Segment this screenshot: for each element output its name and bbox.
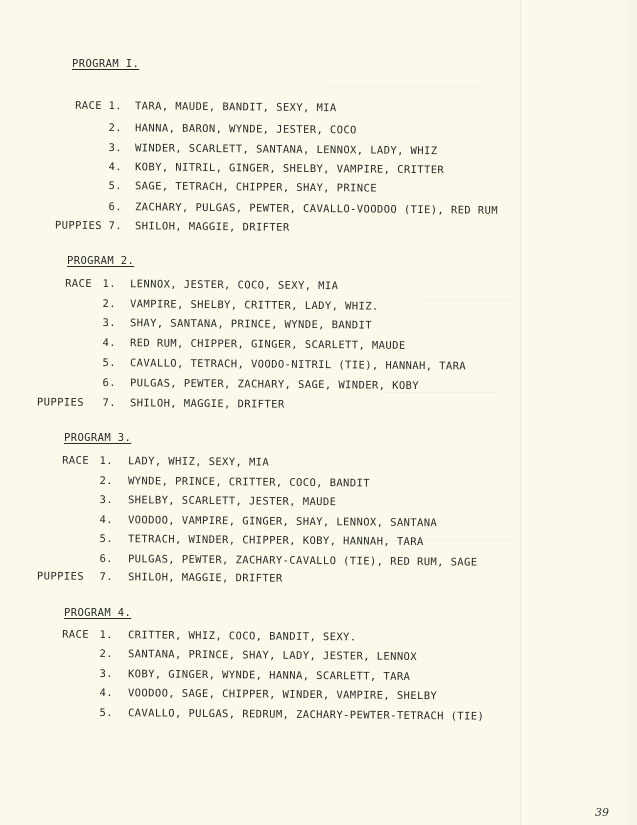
race-entrants: WINDER, SCARLETT, SANTANA, LENNOX, LADY, WHIZ [134,142,438,158]
race-entrants: VOODOO, VAMPIRE, GINGER, SHAY, LENNOX, SANTANA [127,514,438,530]
race-entrants: TARA, MAUDE, BANDIT, SEXY, MIA [134,100,337,115]
bleed-through-mark [420,300,510,301]
race-number: 5. [102,356,117,370]
race-label [40,118,102,119]
race-number: 5. [99,706,114,720]
program-title: PROGRAM I. [72,58,140,70]
race-entrants: KOBY, GINGER, WYNDE, HANNA, SCARLETT, TARA [127,668,411,683]
race-entrants: SAGE, TETRACH, CHIPPER, SHAY, PRINCE [134,180,378,195]
race-entrants: CRITTER, WHIZ, COCO, BANDIT, SEXY. [127,629,357,644]
race-entrants: SHILOH, MAGGIE, DRIFTER [129,397,285,411]
race-number: 2. [99,647,114,661]
race-number: 3. [99,493,114,507]
race-entrants: LENNOX, JESTER, COCO, SEXY, MIA [129,278,339,293]
race-label [30,333,92,334]
race-entrants: TETRACH, WINDER, CHIPPER, KOBY, HANNAH, TARA [127,533,424,549]
race-label [27,703,89,704]
race-label [27,471,89,472]
race-entrants: VAMPIRE, SHELBY, CRITTER, LADY, WHIZ. [129,298,379,313]
race-label: RACE [75,99,103,112]
race-label: PUPPIES [36,396,85,409]
race-entrants: PULGAS, PEWTER, ZACHARY, SAGE, WINDER, KOBY [129,377,420,393]
race-label [27,664,89,665]
race-number: 3. [108,142,123,155]
race-number: 2. [102,297,117,311]
race-label: RACE [62,454,90,467]
race-entrants: CAVALLO, PULGAS, REDRUM, ZACHARY-PEWTER-TETRACH (TIE) [127,707,485,723]
race-entrants: CAVALLO, TETRACH, VOODO-NITRIL (TIE), HANNAH, TARA [129,357,467,373]
race-entrants: SHILOH, MAGGIE, DRIFTER [127,571,283,585]
page-number: 39 [595,806,609,819]
race-number: 1. [108,100,123,113]
race-label [30,373,92,374]
race-number: 4. [99,686,114,700]
race-number: 4. [102,336,117,350]
race-entrants: RED RUM, CHIPPER, GINGER, SCARLETT, MAUDE [129,337,406,352]
race-entrants: PULGAS, PEWTER, ZACHARY-CAVALLO (TIE), RED RUM, SAGE [127,553,478,569]
race-entrants: HANNA, BARON, WYNDE, JESTER, COCO [134,122,357,137]
page-fold-line [520,0,521,825]
race-number: 7. [108,220,123,233]
race-label: RACE [65,277,93,290]
race-label [40,157,102,158]
race-number: 4. [108,161,123,174]
race-label [27,644,89,645]
race-number: 7. [102,396,117,410]
race-entrants: WYNDE, PRINCE, CRITTER, COCO, BANDIT [127,475,371,490]
race-entrants: SHAY, SANTANA, PRINCE, WYNDE, BANDIT [129,317,373,332]
race-label [27,490,89,491]
race-label: RACE [62,628,90,641]
program-title: PROGRAM 2. [67,255,135,267]
race-number: 3. [102,316,117,330]
race-number: 6. [108,201,123,214]
race-number: 7. [99,570,114,584]
page-edge-shade [623,0,637,825]
race-number: 2. [99,474,114,488]
race-label: PUPPIES [36,570,85,583]
program-title: PROGRAM 3. [64,432,132,444]
race-label [40,197,102,198]
race-label [27,683,89,684]
race-number: 6. [99,552,114,566]
bleed-through-mark [330,86,480,87]
race-entrants: SHILOH, MAGGIE, DRIFTER [134,220,290,234]
race-label [30,294,92,295]
race-number: 2. [108,122,123,135]
race-number: 4. [99,513,114,527]
race-label [27,529,89,530]
race-entrants: SHELBY, SCARLETT, JESTER, MAUDE [127,494,337,509]
race-entrants: ZACHARY, PULGAS, PEWTER, CAVALLO-VOODOO (TIE), RED RUM [134,201,499,217]
race-number: 6. [102,376,117,390]
race-number: 1. [99,628,114,642]
race-entrants: KOBY, NITRIL, GINGER, SHELBY, VAMPIRE, CRITTER [134,161,445,177]
race-number: 3. [99,667,114,681]
race-label [30,353,92,354]
race-label [27,549,89,550]
race-entrants: VOODOO, SAGE, CHIPPER, WINDER, VAMPIRE, SHELBY [127,687,438,703]
race-label [40,176,102,177]
race-number: 5. [108,180,123,193]
race-entrants: LADY, WHIZ, SEXY, MIA [127,455,270,469]
race-number: 5. [99,532,114,546]
race-label [30,313,92,314]
race-label: PUPPIES [54,219,103,232]
program-title: PROGRAM 4. [64,607,132,619]
race-number: 1. [102,277,117,291]
race-number: 1. [99,454,114,468]
race-label [40,138,102,139]
race-entrants: SANTANA, PRINCE, SHAY, LADY, JESTER, LENNOX [127,648,418,664]
race-label [27,510,89,511]
